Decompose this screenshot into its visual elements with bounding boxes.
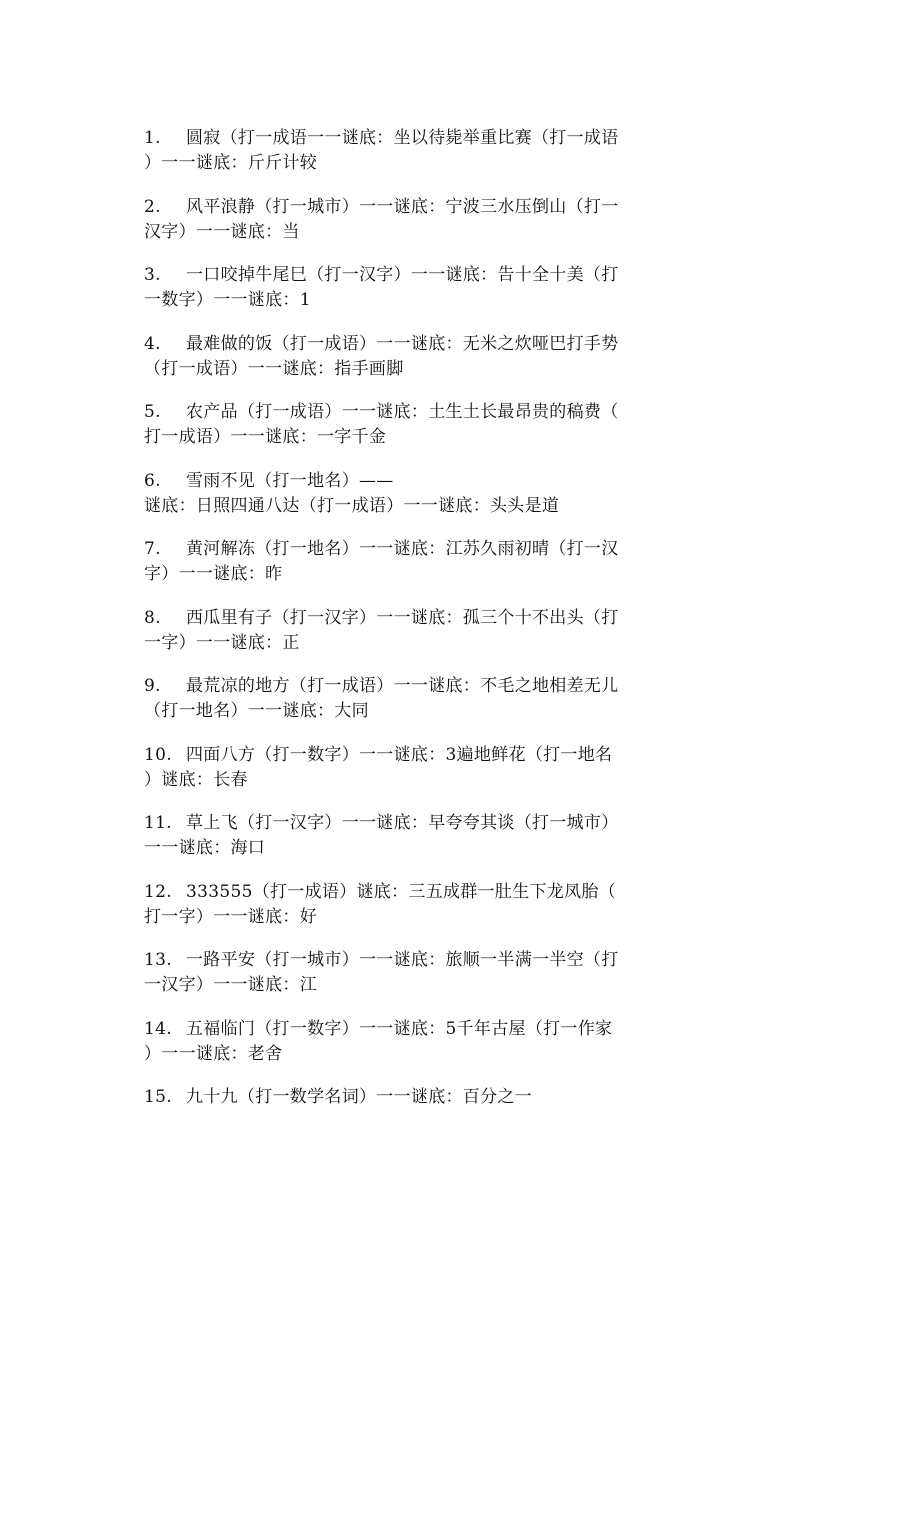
riddle-text-second-line: 谜底：日照四通八达（打一成语）一一谜底：头头是道	[144, 495, 560, 516]
riddle-text-first-line: 草上飞（打一汉字）一一谜底：早夸夸其谈（打一城市）	[186, 813, 619, 833]
riddle-text-second-line: 打一成语）一一谜底：一字千金	[144, 427, 387, 447]
riddle-text-second-line: 字）一一谜底：昨	[144, 564, 283, 584]
riddle-text-second-line: 打一字）一一谜底：好	[144, 906, 317, 927]
item-number: 9.	[144, 676, 161, 696]
riddle-text-first-line: 最荒凉的地方（打一成语）一一谜底：不毛之地相差无儿	[186, 676, 619, 696]
riddle-item	[144, 126, 676, 195]
riddle-item	[144, 880, 676, 949]
riddle-line-1	[144, 1085, 532, 1109]
riddle-line-1	[144, 332, 619, 356]
riddle-line-1	[144, 469, 394, 493]
riddle-text-first-line: 五福临门（打一数字）一一谜底：5千年古屋（打一作家	[186, 1018, 613, 1039]
riddle-line-1	[144, 1017, 612, 1041]
riddle-text-first-line: 雪雨不见（打一地名）——	[186, 470, 394, 491]
riddle-text-second-line: 一字）一一谜底：正	[144, 632, 300, 653]
riddle-text-first-line: 西瓜里有子（打一汉字）一一谜底：孤三个十不出头（打	[186, 607, 619, 628]
riddle-line-1	[144, 948, 619, 972]
riddle-line-1	[144, 400, 619, 424]
riddle-text-second-line: ）谜底：长春	[144, 769, 248, 790]
riddle-text-first-line: 一口咬掉牛尾巳（打一汉字）一一谜底：告十全十美（打	[186, 265, 619, 285]
riddle-line-1	[144, 880, 616, 904]
riddle-text-second-line: （打一地名）一一谜底：大同	[144, 701, 369, 721]
riddle-item	[144, 674, 676, 743]
riddle-item	[144, 332, 676, 401]
riddle-text-second-line: 一数字）一一谜底：1	[144, 290, 311, 310]
riddle-text-second-line: ）一一谜底：老舍	[144, 1043, 283, 1064]
riddle-text-second-line: 一汉字）一一谜底：江	[144, 975, 317, 995]
riddle-list	[144, 126, 676, 1154]
riddle-line-1	[144, 811, 619, 835]
riddle-line-1	[144, 606, 619, 630]
riddle-text-second-line: ）一一谜底：斤斤计较	[144, 153, 317, 173]
riddle-line-1	[144, 743, 612, 767]
item-number: 2.	[144, 196, 161, 217]
riddle-text-first-line: 九十九（打一数学名词）一一谜底：百分之一	[186, 1087, 532, 1107]
riddle-text-first-line: 圆寂（打一成语一一谜底：坐以待毙举重比赛（打一成语	[186, 128, 619, 148]
riddle-text-first-line: 四面八方（打一数字）一一谜底：3遍地鲜花（打一地名	[186, 744, 613, 765]
item-number: 15.	[144, 1087, 172, 1107]
item-number: 8.	[144, 607, 161, 628]
riddle-text-second-line: （打一成语）一一谜底：指手画脚	[144, 358, 404, 379]
item-number: 6.	[144, 470, 161, 491]
riddle-item	[144, 400, 676, 469]
riddle-line-1	[144, 263, 619, 287]
riddle-text-first-line: 最难做的饭（打一成语）一一谜底：无米之炊哑巴打手势	[186, 333, 619, 354]
riddle-item	[144, 948, 676, 1017]
riddle-item	[144, 469, 676, 538]
riddle-text-first-line: 黄河解冻（打一地名）一一谜底：江苏久雨初晴（打一汉	[186, 539, 619, 559]
riddle-item	[144, 195, 676, 264]
item-number: 13.	[144, 950, 172, 970]
riddle-text-first-line: 333555（打一成语）谜底：三五成群一肚生下龙凤胎（	[186, 881, 616, 902]
item-number: 4.	[144, 333, 161, 354]
riddle-item	[144, 811, 676, 880]
riddle-line-1	[144, 537, 619, 561]
item-number: 1.	[144, 128, 161, 148]
riddle-item	[144, 1085, 676, 1154]
item-number: 11.	[144, 813, 172, 833]
riddle-text-second-line: 汉字）一一谜底：当	[144, 221, 300, 242]
riddle-text-first-line: 一路平安（打一城市）一一谜底：旅顺一半满一半空（打	[186, 950, 619, 970]
item-number: 7.	[144, 539, 161, 559]
item-number: 10.	[144, 744, 172, 765]
riddle-item	[144, 1017, 676, 1086]
riddle-item	[144, 537, 676, 606]
item-number: 14.	[144, 1018, 172, 1039]
riddle-item	[144, 263, 676, 332]
item-number: 5.	[144, 402, 161, 422]
riddle-item	[144, 743, 676, 812]
riddle-line-1	[144, 126, 619, 150]
riddle-text-second-line: 一一谜底：海口	[144, 838, 266, 858]
riddle-line-1	[144, 195, 619, 219]
item-number: 3.	[144, 265, 161, 285]
riddle-item	[144, 606, 676, 675]
riddle-text-first-line: 风平浪静（打一城市）一一谜底：宁波三水压倒山（打一	[186, 196, 619, 217]
riddle-line-1	[144, 674, 619, 698]
riddle-text-first-line: 农产品（打一成语）一一谜底：土生土长最昂贵的稿费（	[186, 402, 619, 422]
item-number: 12.	[144, 881, 172, 902]
